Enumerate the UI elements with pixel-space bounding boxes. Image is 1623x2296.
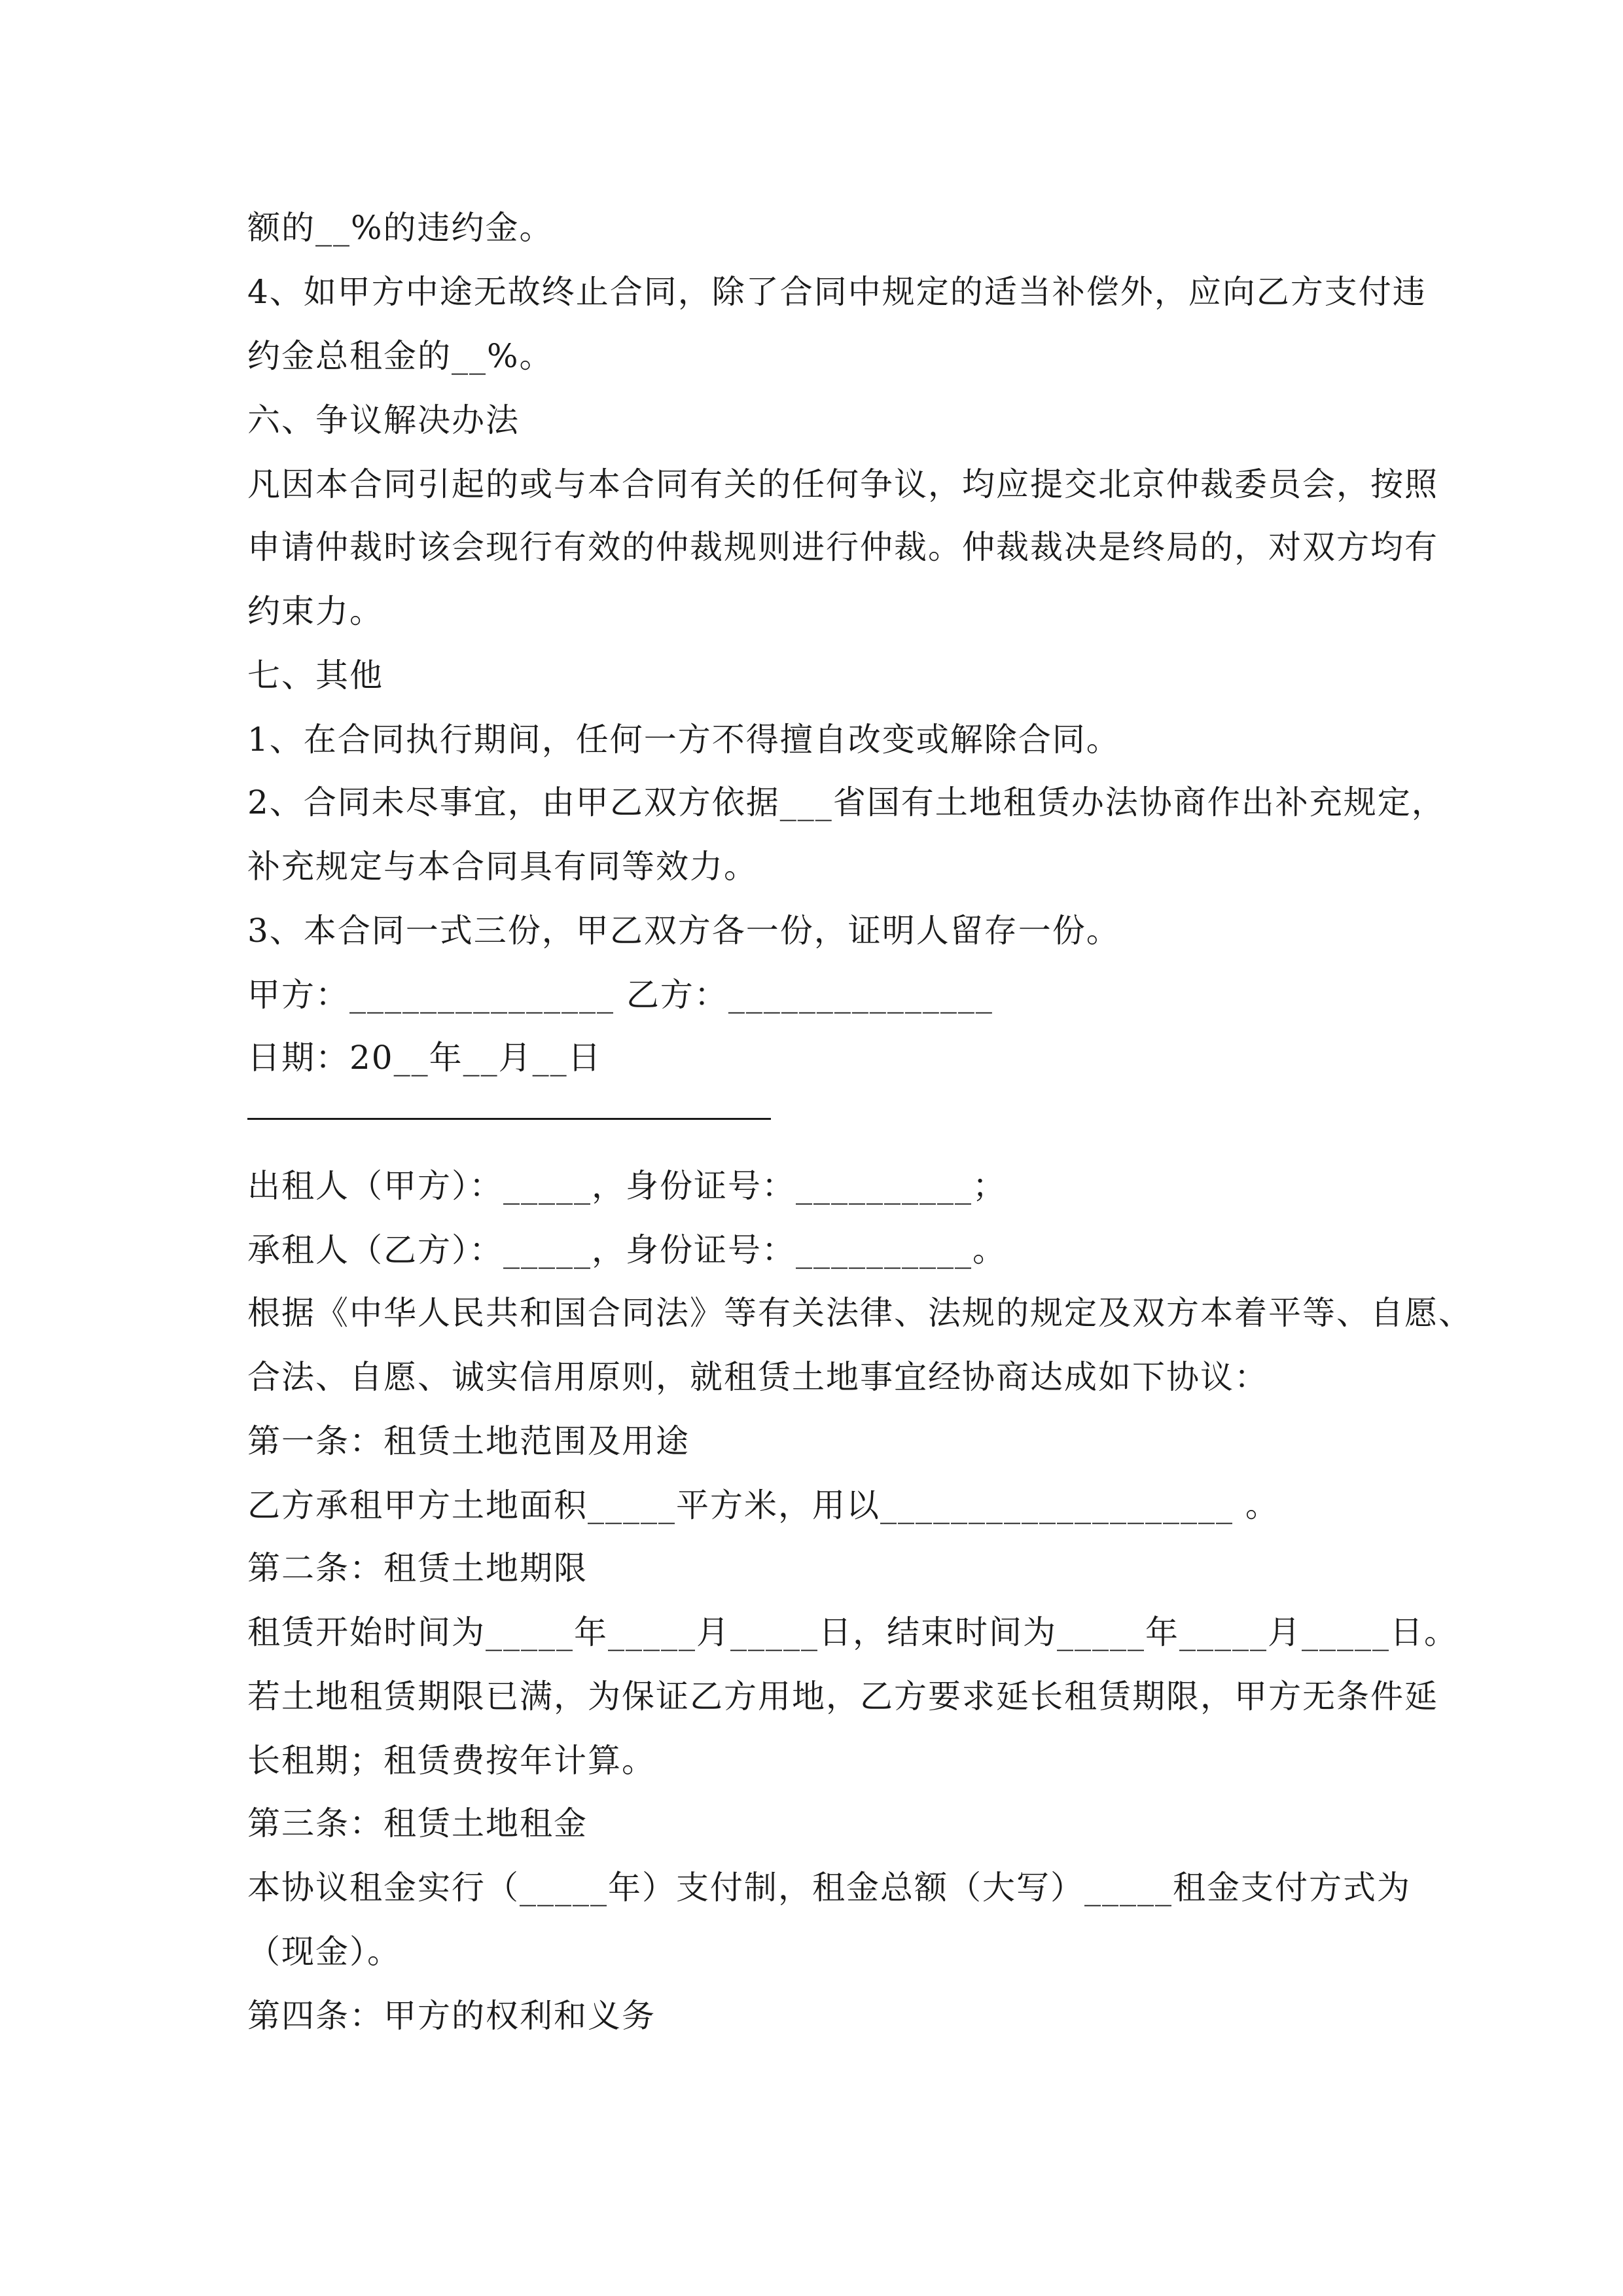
text-line-7: 约束力。 [247,592,383,630]
article-heading-4: 第四条：甲方的权利和义务 [247,1997,656,2035]
text-line-1: 额的__%的违约金。 [247,209,554,247]
text-line-9: 1、在合同执行期间，任何一方不得擅自改变或解除合同。 [247,721,1120,759]
text-line-11: 补充规定与本合同具有同等效力。 [247,848,758,886]
section-heading-7: 七、其他 [247,656,383,694]
text-line-27: （现金）。 [247,1933,401,1971]
text-line-22: 租赁开始时间为_____年_____月_____日，结束时间为_____年_____月_____日。 [247,1613,1458,1651]
text-line-2: 4、如甲方中途无故终止合同，除了合同中规定的适当补偿外，应向乙方支付违 [247,273,1427,311]
section-heading-6: 六、争议解决办法 [247,401,520,439]
lessor-line: 出租人（甲方）：_____，身份证号：__________； [247,1167,1007,1205]
separator-rule [247,1118,771,1120]
text-line-23: 若土地租赁期限已满，为保证乙方用地，乙方要求延长租赁期限，甲方无条件延 [247,1677,1438,1715]
text-line-3: 约金总租金的__%。 [247,337,554,375]
article-heading-2: 第二条：租赁土地期限 [247,1549,588,1587]
text-line-26: 本协议租金实行（_____年）支付制，租金总额（大写）_____租金支付方式为 [247,1869,1411,1907]
text-line-6: 申请仲裁时该会现行有效的仲裁规则进行仲裁。仲裁裁决是终局的，对双方均有 [247,528,1438,566]
text-line-10: 2、合同未尽事宜，由甲乙双方依据___省国有土地租赁办法协商作出补充规定， [247,783,1446,821]
text-line-20: 乙方承租甲方土地面积_____平方米，用以____________________ 。 [247,1486,1279,1524]
article-heading-1: 第一条：租赁土地范围及用途 [247,1422,690,1460]
text-line-5: 凡因本合同引起的或与本合同有关的任何争议，均应提交北京仲裁委员会，按照 [247,465,1438,503]
text-line-18: 合法、自愿、诚实信用原则，就租赁土地事宜经协商达成如下协议： [247,1358,1268,1396]
signature-line: 甲方：_______________ 乙方：_______________ [247,976,993,1014]
lessee-line: 承租人（乙方）：_____，身份证号：__________。 [247,1231,1007,1269]
date-line: 日期：20__年__月__日 [247,1039,602,1077]
article-heading-3: 第三条：租赁土地租金 [247,1804,588,1842]
text-line-17: 根据《中华人民共和国合同法》等有关法律、法规的规定及双方本着平等、自愿、 [247,1294,1472,1332]
text-line-24: 长租期；租赁费按年计算。 [247,1742,656,1780]
text-line-12: 3、本合同一式三份，甲乙双方各一份，证明人留存一份。 [247,912,1120,950]
